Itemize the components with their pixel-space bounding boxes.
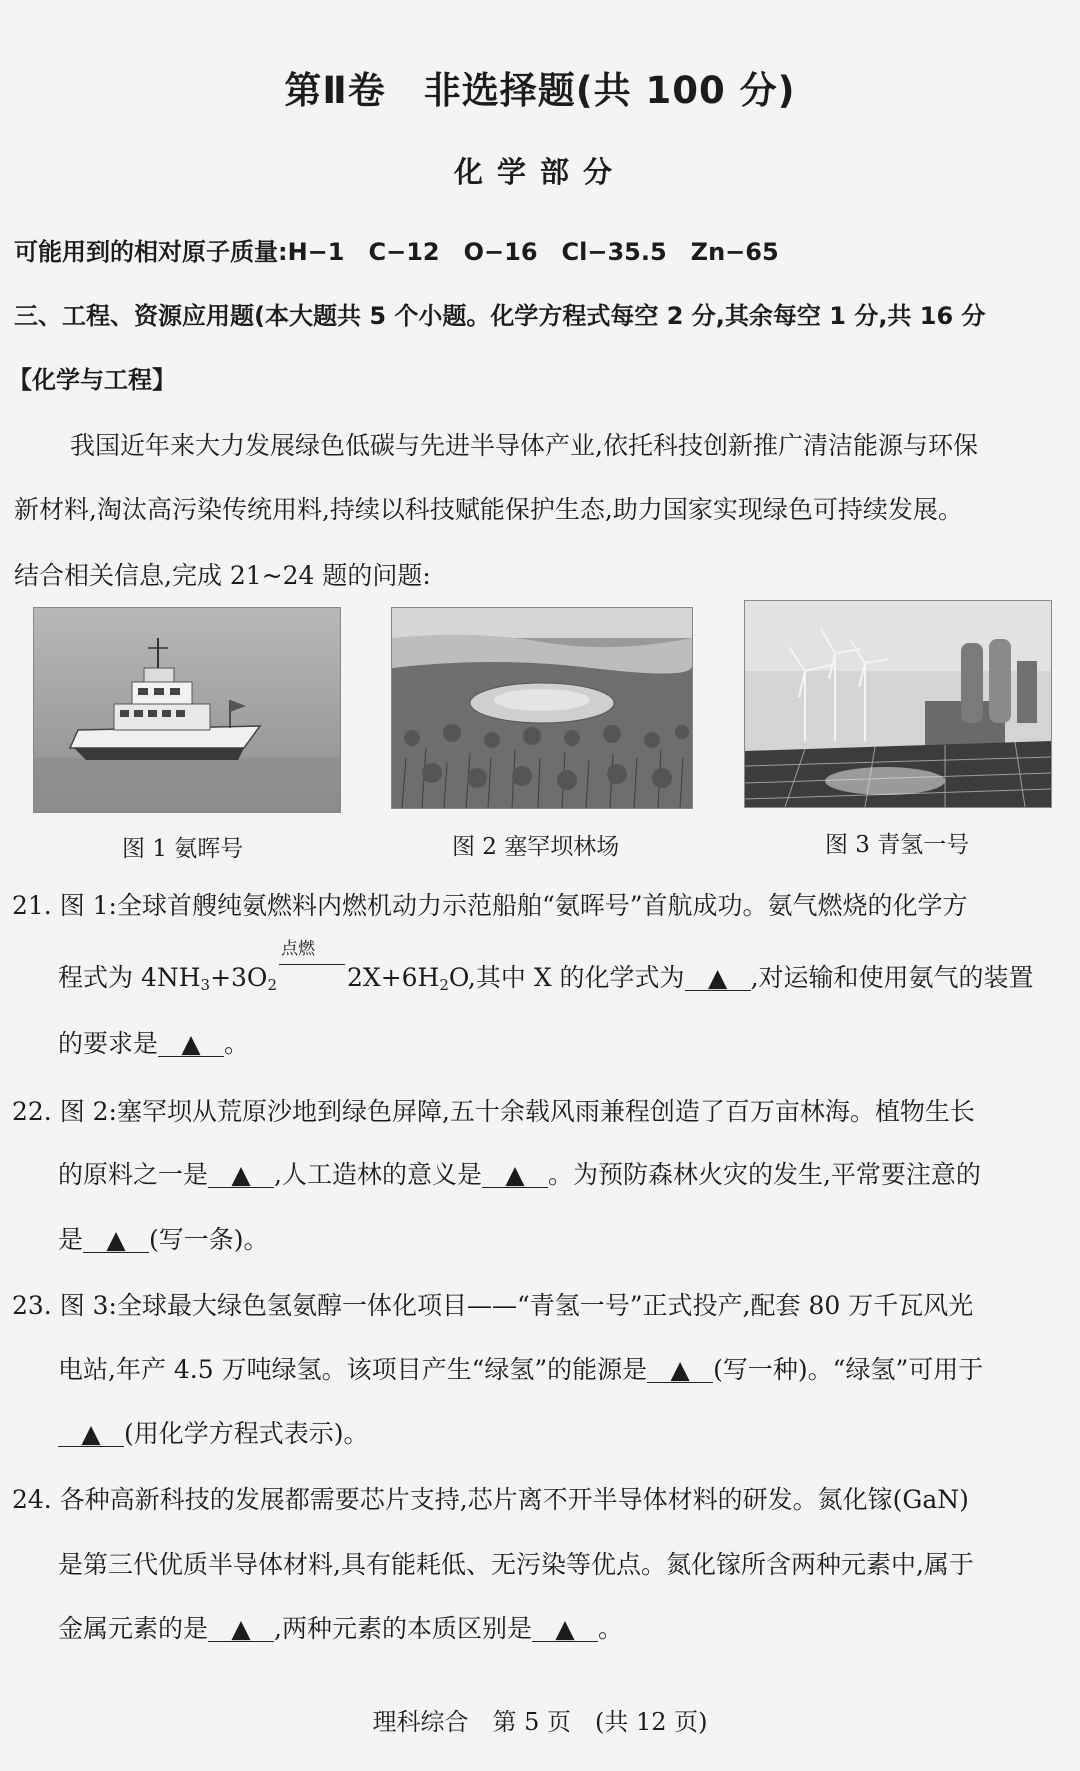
- figure-3-wind-solar-photo: [744, 600, 1052, 808]
- q24-line-1: 24. 各种高新科技的发展都需要芯片支持,芯片离不开半导体材料的研发。氮化镓(GaN): [12, 1485, 969, 1514]
- ship-photo-icon: [34, 608, 340, 812]
- q22-line-1: 22. 图 2:塞罕坝从荒原沙地到绿色屏障,五十余载风雨兼程创造了百万亩林海。植物生长: [12, 1097, 975, 1126]
- atomic-masses-line: 可能用到的相对原子质量:H−1 C−12 O−16 Cl−35.5 Zn−65: [14, 238, 779, 266]
- wind-solar-photo-icon: [745, 601, 1051, 807]
- figure-3-caption: 图 3 青氢一号: [825, 832, 970, 858]
- q23-line-3: ▲ (用化学方程式表示)。: [58, 1414, 369, 1450]
- q21-blank-1: ▲: [685, 965, 751, 991]
- q22-blank-1: ▲: [208, 1162, 274, 1188]
- q23-blank-2: ▲: [58, 1421, 124, 1447]
- q23-line-1: 23. 图 3:全球最大绿色氢氨醇一体化项目——“青氢一号”正式投产,配套 80 万千瓦风光: [12, 1291, 974, 1320]
- q21-line-2: 程式为 $4NH_3+3O_2$ 点燃 $2X+6H_2O$,其中 X 的化学式为 ▲ ,对运输和使用氨气的装置: [58, 939, 1034, 994]
- q22-line-3: 是 ▲ (写一条)。: [58, 1225, 269, 1254]
- topic-tag: 【化学与工程】: [8, 366, 176, 394]
- q22-blank-2: ▲: [482, 1162, 548, 1188]
- figure-1-ship-photo: [33, 607, 341, 813]
- q23-line-2: 电站,年产 4.5 万吨绿氢。该项目产生“绿氢”的能源是 ▲ (写一种)。“绿氢”可用于: [58, 1355, 984, 1384]
- page-footer: 理科综合 第 5 页 (共 12 页): [372, 1708, 708, 1736]
- reaction-condition: 点燃: [277, 958, 347, 988]
- q22-blank-3: ▲: [83, 1227, 149, 1253]
- intro-line-3: 结合相关信息,完成 21~24 题的问题:: [14, 561, 431, 590]
- q22-line-2: 的原料之一是 ▲ ,人工造林的意义是 ▲ 。为预防森林火灾的发生,平常要注意的: [58, 1160, 981, 1189]
- q24-blank-2: ▲: [532, 1616, 598, 1642]
- q24-blank-1: ▲: [208, 1616, 274, 1642]
- figure-1-caption: 图 1 氨晖号: [122, 836, 244, 862]
- q21-line-3: 的要求是 ▲ 。: [58, 1029, 250, 1058]
- figure-2-forest-photo: [391, 607, 693, 809]
- q23-blank-1: ▲: [647, 1357, 713, 1383]
- section-subtitle: 化学部分: [453, 155, 626, 189]
- forest-photo-icon: [392, 608, 692, 808]
- intro-line-1: 我国近年来大力发展绿色低碳与先进半导体产业,依托科技创新推广清洁能源与环保: [70, 431, 978, 460]
- q24-line-3: 金属元素的是 ▲ ,两种元素的本质区别是 ▲ 。: [58, 1614, 623, 1643]
- intro-line-2: 新材料,淘汰高污染传统用料,持续以科技赋能保护生态,助力国家实现绿色可持续发展。: [14, 495, 963, 524]
- q21-blank-2: ▲: [158, 1031, 224, 1057]
- page-title: 第Ⅱ卷 非选择题(共 100 分): [284, 69, 796, 112]
- section-heading: 三、工程、资源应用题(本大题共 5 个小题。化学方程式每空 2 分,其余每空 1 分,共 16 分: [14, 302, 986, 330]
- q24-line-2: 是第三代优质半导体材料,具有能耗低、无污染等优点。氮化镓所含两种元素中,属于: [58, 1550, 974, 1579]
- q21-line-1: 21. 图 1:全球首艘纯氨燃料内燃机动力示范船舶“氨晖号”首航成功。氨气燃烧的化学方: [12, 891, 968, 920]
- figure-2-caption: 图 2 塞罕坝林场: [452, 834, 620, 860]
